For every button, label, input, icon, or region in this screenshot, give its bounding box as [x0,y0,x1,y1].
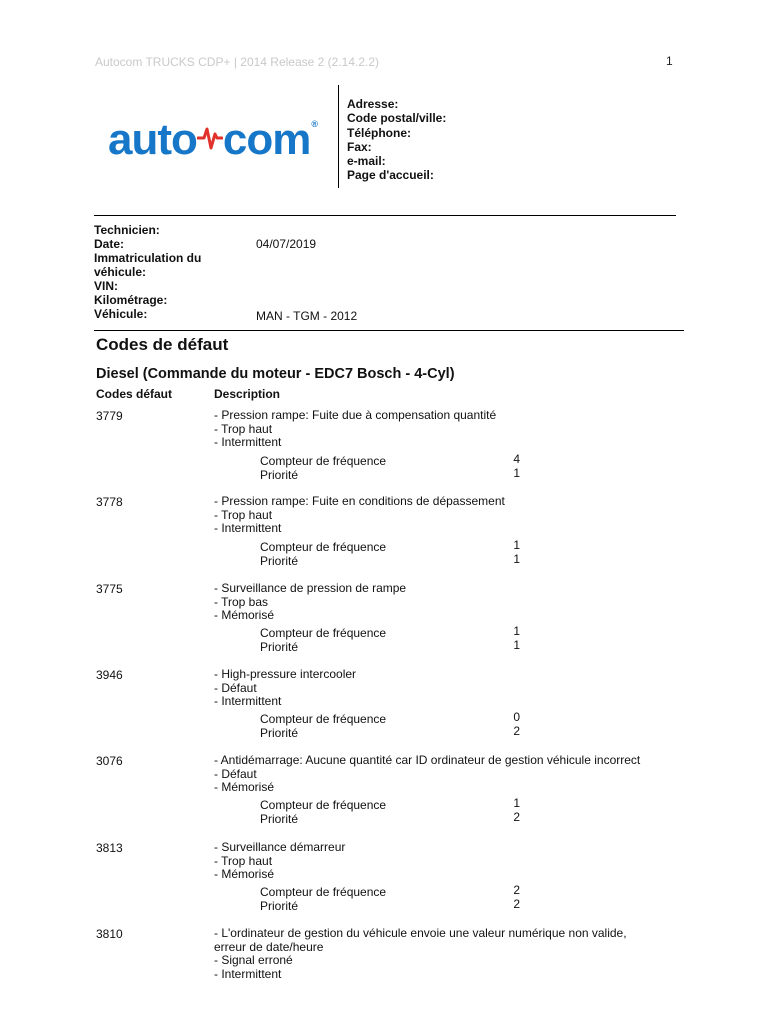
date-label: Date: [94,237,125,251]
address-label: Adresse: [347,97,399,111]
email-label: e-mail: [347,154,386,169]
priority-value: 2 [513,723,520,738]
logo-text-left: auto [108,115,197,164]
frequency-counter-label: Compteur de fréquence [260,885,387,899]
fault-description-line: - Intermittent [214,521,282,536]
priority-label: Priorité [260,725,299,740]
priority-value: 1 [513,637,520,652]
subsection-title: Diesel (Commande du moteur - EDC7 Bosch - 4-Cyl) [96,366,455,382]
fault-description-line: - Mémorisé [214,608,275,623]
priority-value: 1 [513,465,520,480]
frequency-counter-value: 0 [513,710,520,724]
fault-code: 3810 [96,927,123,941]
frequency-counter-value: 1 [513,538,520,552]
frequency-counter-value: 1 [513,624,520,638]
fault-description-line: - Intermittent [214,966,282,981]
fault-description-line: - Pression rampe: Fuite en conditions de dépassement [214,494,505,508]
vin-label: VIN: [94,279,118,293]
fault-description [214,409,496,450]
counter-values [500,797,520,824]
counter-labels [260,713,386,740]
date-value: 04/07/2019 [256,237,317,251]
fault-description-line: - Pression rampe: Fuite due à compensation quantité [214,408,497,422]
fault-description-line: - Trop haut [214,853,273,868]
page-number: 1 [666,54,673,68]
registered-mark: ® [311,119,318,129]
fault-description [214,495,505,536]
column-header-code: Codes défaut [96,387,173,401]
fault-description [214,582,406,623]
fault-description-line: - Défaut [214,680,257,695]
fault-code: 3946 [96,668,123,682]
priority-value: 2 [513,809,520,824]
frequency-counter-value: 4 [513,452,520,466]
fault-description-line: - Défaut [214,766,257,781]
frequency-counter-label: Compteur de fréquence [260,798,387,812]
homepage-label: Page d'accueil: [347,168,434,183]
counter-values [500,711,520,738]
header-vertical-divider [338,85,339,188]
phone-label: Téléphone: [347,125,412,140]
address-block [347,97,446,183]
section-top-rule [94,330,684,331]
fault-description-line: - Intermittent [214,694,282,709]
counter-labels [260,799,386,826]
fault-description-line: - L'ordinateur de gestion du véhicule envoie une valeur numérique non valide, [214,926,627,940]
priority-label: Priorité [260,898,299,913]
frequency-counter-label: Compteur de fréquence [260,454,387,468]
autocom-logo [108,115,318,164]
counter-labels [260,455,386,482]
fault-description-line: - Trop haut [214,507,273,522]
fault-code: 3779 [96,409,123,423]
fault-description-line: - Mémorisé [214,780,275,795]
technician-label: Technicien: [94,223,160,237]
fault-description-line: - Intermittent [214,435,282,450]
frequency-counter-label: Compteur de fréquence [260,540,387,554]
fault-description-line: - Signal erroné [214,953,293,968]
fault-description-line: - Surveillance démarreur [214,840,346,854]
logo-text-right: com [222,115,311,164]
priority-label: Priorité [260,639,299,654]
fault-code: 3076 [96,754,123,768]
counter-values [500,625,520,652]
info-top-rule [94,215,676,216]
fax-label: Fax: [347,139,372,154]
fault-description-line: - High-pressure intercooler [214,667,357,681]
fault-description-line: - Antidémarrage: Aucune quantité car ID ordinateur de gestion véhicule incorrect [214,753,641,767]
counter-labels [260,541,386,568]
frequency-counter-value: 2 [513,883,520,897]
document-header: Autocom TRUCKS CDP+ | 2014 Release 2 (2.14.2.2) [95,55,380,69]
counter-values [500,884,520,911]
priority-label: Priorité [260,467,299,482]
registration-label-line1: Immatriculation du [94,251,202,265]
fault-description [214,754,640,795]
counter-values [500,539,520,566]
fault-code: 3813 [96,841,123,855]
fault-description-line: - Mémorisé [214,867,275,882]
postal-city-label: Code postal/ville: [347,111,447,126]
section-title: Codes de défaut [96,335,229,354]
priority-label: Priorité [260,811,299,826]
fault-description [214,668,356,709]
frequency-counter-label: Compteur de fréquence [260,626,387,640]
vehicle-info-labels [94,223,201,321]
priority-label: Priorité [260,553,299,568]
fault-code: 3775 [96,582,123,596]
fault-description [214,927,627,981]
vehicle-value: MAN - TGM - 2012 [256,309,358,323]
frequency-counter-value: 1 [513,796,520,810]
fault-description-line: erreur de date/heure [214,939,324,954]
frequency-counter-label: Compteur de fréquence [260,712,387,726]
vehicle-label: Véhicule: [94,307,148,321]
counter-values [500,453,520,480]
counter-labels [260,886,386,913]
priority-value: 1 [513,551,520,566]
fault-description-line: - Trop haut [214,421,273,436]
mileage-label: Kilométrage: [94,293,168,307]
registration-label-line2: véhicule: [94,265,147,279]
logo-wave-icon [197,120,223,164]
column-header-description: Description [214,387,281,401]
counter-labels [260,627,386,654]
fault-description [214,841,345,882]
fault-description-line: - Trop bas [214,594,269,609]
priority-value: 2 [513,896,520,911]
fault-code: 3778 [96,495,123,509]
fault-description-line: - Surveillance de pression de rampe [214,581,407,595]
